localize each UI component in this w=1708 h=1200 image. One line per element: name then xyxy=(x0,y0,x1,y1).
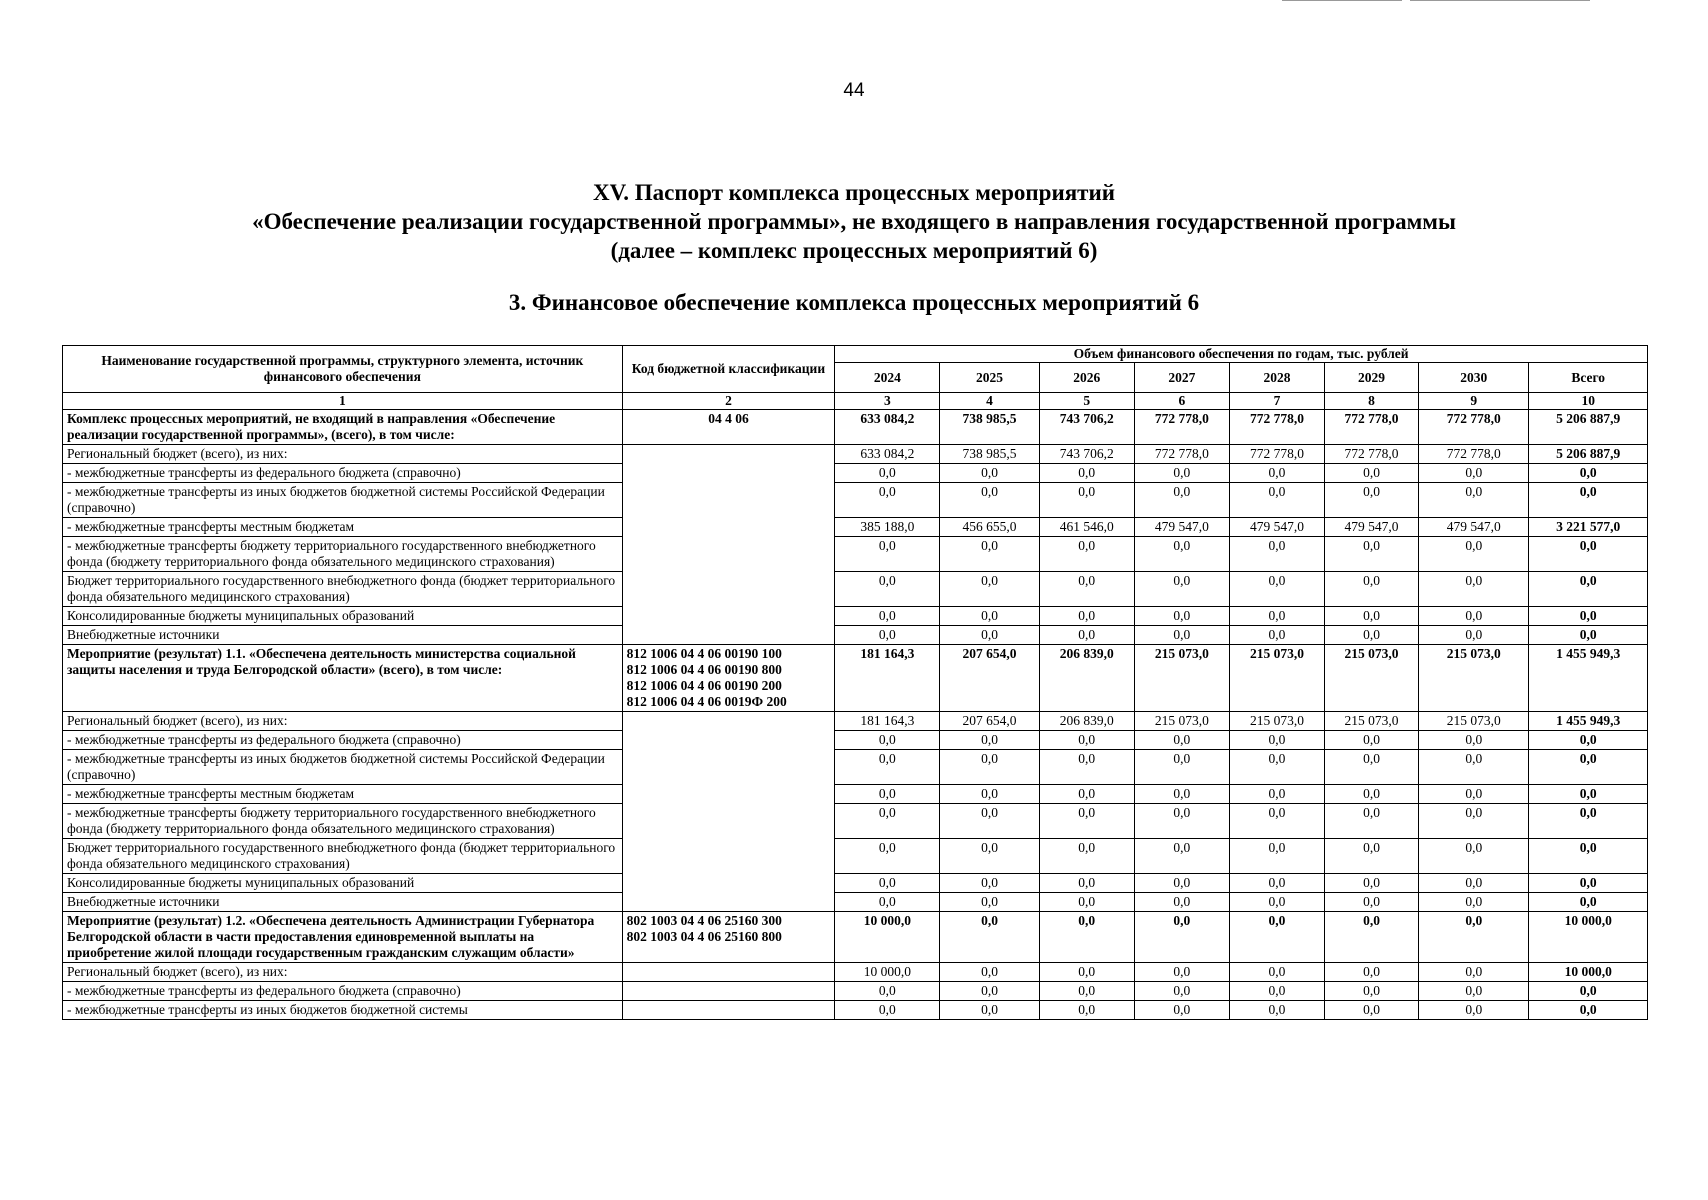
year-value-cell: 0,0 xyxy=(1229,839,1324,874)
year-value-cell: 0,0 xyxy=(1039,785,1134,804)
year-value-cell: 0,0 xyxy=(835,785,940,804)
column-number: 10 xyxy=(1529,393,1648,410)
header-code-col: Код бюджетной классификации xyxy=(622,346,835,393)
heading-line-3: (далее – комплекс процессных мероприятий 6) xyxy=(610,238,1098,263)
table-row xyxy=(63,785,1648,804)
year-value-cell: 207 654,0 xyxy=(940,712,1039,731)
year-value-cell: 0,0 xyxy=(940,626,1039,645)
year-value-cell: 743 706,2 xyxy=(1039,445,1134,464)
year-value-cell: 0,0 xyxy=(1325,839,1419,874)
column-number: 2 xyxy=(622,393,835,410)
year-value-cell: 0,0 xyxy=(835,804,940,839)
year-value-cell: 10 000,0 xyxy=(835,912,940,963)
column-number: 6 xyxy=(1134,393,1229,410)
total-value-cell: 0,0 xyxy=(1529,893,1648,912)
table-row xyxy=(63,731,1648,750)
year-value-cell: 0,0 xyxy=(835,607,940,626)
budget-code-cell xyxy=(622,645,835,712)
total-value-cell: 10 000,0 xyxy=(1529,912,1648,963)
year-value-cell: 215 073,0 xyxy=(1419,712,1529,731)
column-number: 8 xyxy=(1325,393,1419,410)
table-row xyxy=(63,645,1648,712)
year-value-cell: 772 778,0 xyxy=(1419,445,1529,464)
document-heading xyxy=(0,178,1708,265)
total-value-cell: 1 455 949,3 xyxy=(1529,712,1648,731)
header-name-col: Наименование государственной программы, структурного элемента, источник финансового обеспечения xyxy=(63,346,623,393)
header-year: 2025 xyxy=(940,363,1039,393)
year-value-cell: 0,0 xyxy=(1229,804,1324,839)
year-value-cell: 0,0 xyxy=(1229,874,1324,893)
heading-line-2: «Обеспечение реализации государственной программы», не входящего в направления государственной программы xyxy=(252,209,1456,234)
total-value-cell: 5 206 887,9 xyxy=(1529,445,1648,464)
year-value-cell: 0,0 xyxy=(1419,464,1529,483)
year-value-cell: 738 985,5 xyxy=(940,410,1039,445)
column-numbers-row xyxy=(63,393,1648,410)
year-value-cell: 0,0 xyxy=(1039,626,1134,645)
budget-code-cell xyxy=(622,1001,835,1020)
year-value-cell: 0,0 xyxy=(1134,537,1229,572)
year-value-cell: 0,0 xyxy=(1134,893,1229,912)
year-value-cell: 0,0 xyxy=(1325,1001,1419,1020)
header-year: 2026 xyxy=(1039,363,1134,393)
scan-artifact-line xyxy=(1282,0,1402,1)
year-value-cell: 0,0 xyxy=(1325,982,1419,1001)
year-value-cell: 0,0 xyxy=(940,731,1039,750)
year-value-cell: 0,0 xyxy=(1325,572,1419,607)
table-row xyxy=(63,483,1648,518)
year-value-cell: 0,0 xyxy=(1325,804,1419,839)
year-value-cell: 0,0 xyxy=(1039,483,1134,518)
year-value-cell: 0,0 xyxy=(835,626,940,645)
budget-code-cell xyxy=(622,963,835,982)
year-value-cell: 0,0 xyxy=(1419,607,1529,626)
year-value-cell: 181 164,3 xyxy=(835,645,940,712)
year-value-cell: 0,0 xyxy=(1134,839,1229,874)
year-value-cell: 0,0 xyxy=(1134,912,1229,963)
total-value-cell: 0,0 xyxy=(1529,804,1648,839)
total-value-cell: 1 455 949,3 xyxy=(1529,645,1648,712)
row-name-cell: - межбюджетные трансферты из федерального бюджета (справочно) xyxy=(63,731,623,750)
row-name-cell: Региональный бюджет (всего), из них: xyxy=(63,963,623,982)
table-row xyxy=(63,607,1648,626)
table-row xyxy=(63,572,1648,607)
table-row xyxy=(63,750,1648,785)
year-value-cell: 772 778,0 xyxy=(1134,410,1229,445)
year-value-cell: 0,0 xyxy=(1229,912,1324,963)
header-year: 2029 xyxy=(1325,363,1419,393)
year-value-cell: 0,0 xyxy=(1134,963,1229,982)
budget-code: 812 1006 04 4 06 0019Ф 200 xyxy=(626,694,787,709)
year-value-cell: 0,0 xyxy=(1325,893,1419,912)
table-row xyxy=(63,963,1648,982)
year-value-cell: 0,0 xyxy=(1419,483,1529,518)
year-value-cell: 0,0 xyxy=(1229,607,1324,626)
year-value-cell: 0,0 xyxy=(1325,912,1419,963)
total-value-cell: 0,0 xyxy=(1529,572,1648,607)
total-value-cell: 0,0 xyxy=(1529,874,1648,893)
financing-table xyxy=(62,345,1648,1020)
budget-code: 812 1006 04 4 06 00190 100 xyxy=(626,646,782,661)
total-value-cell: 0,0 xyxy=(1529,982,1648,1001)
year-value-cell: 0,0 xyxy=(1039,731,1134,750)
year-value-cell: 0,0 xyxy=(1229,626,1324,645)
column-number: 1 xyxy=(63,393,623,410)
header-year: 2028 xyxy=(1229,363,1324,393)
table-row xyxy=(63,893,1648,912)
table-row xyxy=(63,982,1648,1001)
year-value-cell: 0,0 xyxy=(1419,785,1529,804)
budget-code: 802 1003 04 4 06 25160 800 xyxy=(626,929,782,944)
budget-code-cell xyxy=(622,982,835,1001)
year-value-cell: 0,0 xyxy=(835,731,940,750)
row-name-cell: Мероприятие (результат) 1.1. «Обеспечена деятельность министерства социальной защиты населения и труда Белгородской области» (всего), в том числе: xyxy=(63,645,623,712)
header-year: 2030 xyxy=(1419,363,1529,393)
year-value-cell: 0,0 xyxy=(940,874,1039,893)
year-value-cell: 0,0 xyxy=(835,874,940,893)
column-number: 4 xyxy=(940,393,1039,410)
year-value-cell: 772 778,0 xyxy=(1419,410,1529,445)
year-value-cell: 0,0 xyxy=(1419,912,1529,963)
year-value-cell: 0,0 xyxy=(1134,874,1229,893)
year-value-cell: 0,0 xyxy=(1039,464,1134,483)
year-value-cell: 0,0 xyxy=(940,537,1039,572)
year-value-cell: 0,0 xyxy=(1134,464,1229,483)
year-value-cell: 0,0 xyxy=(1419,982,1529,1001)
year-value-cell: 0,0 xyxy=(1039,804,1134,839)
budget-code-cell xyxy=(622,912,835,963)
row-name-cell: Бюджет территориального государственного внебюджетного фонда (бюджет территориального фонда обязательного медицинского страхования) xyxy=(63,572,623,607)
row-name-cell: - межбюджетные трансферты местным бюджетам xyxy=(63,785,623,804)
header-volume-col: Объем финансового обеспечения по годам, тыс. рублей xyxy=(835,346,1648,363)
row-name-cell: Бюджет территориального государственного внебюджетного фонда (бюджет территориального фонда обязательного медицинского страхования) xyxy=(63,839,623,874)
row-name-cell: Консолидированные бюджеты муниципальных образований xyxy=(63,874,623,893)
row-name-cell: - межбюджетные трансферты бюджету территориального государственного внебюджетного фонда (бюджету территориального фонда обязательного медицинского страхования) xyxy=(63,537,623,572)
table-row xyxy=(63,410,1648,445)
table-row xyxy=(63,464,1648,483)
budget-code-cell xyxy=(622,410,835,445)
year-value-cell: 0,0 xyxy=(835,537,940,572)
header-year: 2027 xyxy=(1134,363,1229,393)
year-value-cell: 0,0 xyxy=(1325,626,1419,645)
year-value-cell: 206 839,0 xyxy=(1039,712,1134,731)
year-value-cell: 0,0 xyxy=(1039,963,1134,982)
year-value-cell: 0,0 xyxy=(1039,839,1134,874)
row-name-cell: Мероприятие (результат) 1.2. «Обеспечена деятельность Администрации Губернатора Белгородской области в части предоставления единовременной выплаты на приобретение жилой площади государственным гражданским служащим области» xyxy=(63,912,623,963)
year-value-cell: 633 084,2 xyxy=(835,445,940,464)
row-name-cell: Комплекс процессных мероприятий, не входящий в направления «Обеспечение реализации государственной программы», (всего), в том числе: xyxy=(63,410,623,445)
year-value-cell: 0,0 xyxy=(1229,464,1324,483)
row-name-cell: - межбюджетные трансферты из иных бюджетов бюджетной системы Российской Федерации (справочно) xyxy=(63,483,623,518)
column-number: 9 xyxy=(1419,393,1529,410)
year-value-cell: 772 778,0 xyxy=(1325,410,1419,445)
year-value-cell: 456 655,0 xyxy=(940,518,1039,537)
table-row xyxy=(63,626,1648,645)
year-value-cell: 0,0 xyxy=(1325,750,1419,785)
year-value-cell: 10 000,0 xyxy=(835,963,940,982)
year-value-cell: 0,0 xyxy=(940,982,1039,1001)
year-value-cell: 0,0 xyxy=(940,839,1039,874)
year-value-cell: 0,0 xyxy=(835,839,940,874)
year-value-cell: 207 654,0 xyxy=(940,645,1039,712)
year-value-cell: 215 073,0 xyxy=(1325,645,1419,712)
year-value-cell: 0,0 xyxy=(1325,464,1419,483)
header-year: 2024 xyxy=(835,363,940,393)
row-name-cell: - межбюджетные трансферты из федерального бюджета (справочно) xyxy=(63,982,623,1001)
year-value-cell: 0,0 xyxy=(1134,731,1229,750)
year-value-cell: 0,0 xyxy=(1229,785,1324,804)
year-value-cell: 0,0 xyxy=(835,572,940,607)
table-row xyxy=(63,537,1648,572)
table-row xyxy=(63,804,1648,839)
year-value-cell: 0,0 xyxy=(1325,731,1419,750)
total-value-cell: 0,0 xyxy=(1529,537,1648,572)
year-value-cell: 0,0 xyxy=(1134,785,1229,804)
year-value-cell: 0,0 xyxy=(1229,893,1324,912)
year-value-cell: 461 546,0 xyxy=(1039,518,1134,537)
year-value-cell: 0,0 xyxy=(940,785,1039,804)
year-value-cell: 743 706,2 xyxy=(1039,410,1134,445)
year-value-cell: 0,0 xyxy=(1229,963,1324,982)
year-value-cell: 772 778,0 xyxy=(1325,445,1419,464)
year-value-cell: 0,0 xyxy=(940,750,1039,785)
row-name-cell: Региональный бюджет (всего), из них: xyxy=(63,712,623,731)
year-value-cell: 0,0 xyxy=(1039,982,1134,1001)
year-value-cell: 0,0 xyxy=(1039,893,1134,912)
year-value-cell: 479 547,0 xyxy=(1134,518,1229,537)
row-name-cell: - межбюджетные трансферты из иных бюджетов бюджетной системы xyxy=(63,1001,623,1020)
year-value-cell: 772 778,0 xyxy=(1134,445,1229,464)
row-name-cell: - межбюджетные трансферты из федерального бюджета (справочно) xyxy=(63,464,623,483)
year-value-cell: 206 839,0 xyxy=(1039,645,1134,712)
total-value-cell: 3 221 577,0 xyxy=(1529,518,1648,537)
total-value-cell: 0,0 xyxy=(1529,626,1648,645)
budget-code: 04 4 06 xyxy=(708,411,749,426)
year-value-cell: 215 073,0 xyxy=(1134,712,1229,731)
year-value-cell: 0,0 xyxy=(1134,572,1229,607)
year-value-cell: 0,0 xyxy=(835,464,940,483)
total-value-cell: 0,0 xyxy=(1529,464,1648,483)
year-value-cell: 0,0 xyxy=(1039,607,1134,626)
total-value-cell: 5 206 887,9 xyxy=(1529,410,1648,445)
table-row xyxy=(63,839,1648,874)
year-value-cell: 0,0 xyxy=(1039,750,1134,785)
year-value-cell: 633 084,2 xyxy=(835,410,940,445)
header-total: Всего xyxy=(1529,363,1648,393)
year-value-cell: 0,0 xyxy=(940,893,1039,912)
year-value-cell: 0,0 xyxy=(1419,839,1529,874)
year-value-cell: 0,0 xyxy=(1134,1001,1229,1020)
year-value-cell: 0,0 xyxy=(835,1001,940,1020)
total-value-cell: 0,0 xyxy=(1529,839,1648,874)
heading-line-1: XV. Паспорт комплекса процессных мероприятий xyxy=(593,180,1115,205)
row-name-cell: Внебюджетные источники xyxy=(63,626,623,645)
table-body xyxy=(63,393,1648,1020)
total-value-cell: 10 000,0 xyxy=(1529,963,1648,982)
year-value-cell: 0,0 xyxy=(1419,750,1529,785)
year-value-cell: 0,0 xyxy=(1134,804,1229,839)
year-value-cell: 0,0 xyxy=(1229,1001,1324,1020)
page-number: 44 xyxy=(843,80,865,101)
table-row xyxy=(63,874,1648,893)
total-value-cell: 0,0 xyxy=(1529,1001,1648,1020)
year-value-cell: 0,0 xyxy=(1419,537,1529,572)
year-value-cell: 479 547,0 xyxy=(1325,518,1419,537)
year-value-cell: 0,0 xyxy=(1419,963,1529,982)
table-row xyxy=(63,445,1648,464)
total-value-cell: 0,0 xyxy=(1529,750,1648,785)
year-value-cell: 0,0 xyxy=(835,750,940,785)
budget-code: 802 1003 04 4 06 25160 300 xyxy=(626,913,782,928)
year-value-cell: 0,0 xyxy=(1229,483,1324,518)
budget-code: 812 1006 04 4 06 00190 200 xyxy=(626,678,782,693)
year-value-cell: 0,0 xyxy=(1325,963,1419,982)
table-row xyxy=(63,518,1648,537)
year-value-cell: 0,0 xyxy=(1039,912,1134,963)
year-value-cell: 0,0 xyxy=(940,464,1039,483)
table-header-row xyxy=(63,346,1648,363)
year-value-cell: 0,0 xyxy=(940,963,1039,982)
year-value-cell: 772 778,0 xyxy=(1229,410,1324,445)
year-value-cell: 479 547,0 xyxy=(1229,518,1324,537)
year-value-cell: 0,0 xyxy=(1229,750,1324,785)
year-value-cell: 0,0 xyxy=(1419,1001,1529,1020)
table-row xyxy=(63,912,1648,963)
year-value-cell: 0,0 xyxy=(1039,874,1134,893)
year-value-cell: 0,0 xyxy=(1419,626,1529,645)
year-value-cell: 0,0 xyxy=(835,483,940,518)
year-value-cell: 0,0 xyxy=(1134,483,1229,518)
year-value-cell: 0,0 xyxy=(1229,537,1324,572)
year-value-cell: 215 073,0 xyxy=(1419,645,1529,712)
year-value-cell: 0,0 xyxy=(1419,731,1529,750)
year-value-cell: 215 073,0 xyxy=(1325,712,1419,731)
year-value-cell: 0,0 xyxy=(1419,804,1529,839)
row-name-cell: - межбюджетные трансферты местным бюджетам xyxy=(63,518,623,537)
year-value-cell: 0,0 xyxy=(1325,483,1419,518)
row-name-cell: - межбюджетные трансферты бюджету территориального государственного внебюджетного фонда (бюджету территориального фонда обязательного медицинского страхования) xyxy=(63,804,623,839)
year-value-cell: 0,0 xyxy=(940,572,1039,607)
year-value-cell: 0,0 xyxy=(940,1001,1039,1020)
total-value-cell: 0,0 xyxy=(1529,731,1648,750)
year-value-cell: 0,0 xyxy=(940,912,1039,963)
column-number: 7 xyxy=(1229,393,1324,410)
year-value-cell: 0,0 xyxy=(1229,572,1324,607)
year-value-cell: 0,0 xyxy=(1229,731,1324,750)
budget-code-cell xyxy=(622,712,835,912)
year-value-cell: 0,0 xyxy=(940,804,1039,839)
year-value-cell: 0,0 xyxy=(1134,607,1229,626)
year-value-cell: 0,0 xyxy=(1134,626,1229,645)
year-value-cell: 0,0 xyxy=(1325,874,1419,893)
year-value-cell: 0,0 xyxy=(1419,572,1529,607)
row-name-cell: Региональный бюджет (всего), из них: xyxy=(63,445,623,464)
year-value-cell: 0,0 xyxy=(1039,572,1134,607)
year-value-cell: 0,0 xyxy=(1229,982,1324,1001)
year-value-cell: 215 073,0 xyxy=(1229,712,1324,731)
scan-artifact-line xyxy=(1410,0,1590,1)
budget-code-cell xyxy=(622,445,835,645)
year-value-cell: 772 778,0 xyxy=(1229,445,1324,464)
year-value-cell: 385 188,0 xyxy=(835,518,940,537)
total-value-cell: 0,0 xyxy=(1529,607,1648,626)
total-value-cell: 0,0 xyxy=(1529,785,1648,804)
year-value-cell: 0,0 xyxy=(1134,750,1229,785)
budget-code: 812 1006 04 4 06 00190 800 xyxy=(626,662,782,677)
section-subheading: 3. Финансовое обеспечение комплекса процессных мероприятий 6 xyxy=(508,290,1200,315)
year-value-cell: 0,0 xyxy=(1039,537,1134,572)
column-number: 3 xyxy=(835,393,940,410)
total-value-cell: 0,0 xyxy=(1529,483,1648,518)
year-value-cell: 0,0 xyxy=(835,982,940,1001)
year-value-cell: 0,0 xyxy=(1039,1001,1134,1020)
row-name-cell: Консолидированные бюджеты муниципальных образований xyxy=(63,607,623,626)
year-value-cell: 0,0 xyxy=(1325,607,1419,626)
year-value-cell: 0,0 xyxy=(940,607,1039,626)
year-value-cell: 479 547,0 xyxy=(1419,518,1529,537)
row-name-cell: - межбюджетные трансферты из иных бюджетов бюджетной системы Российской Федерации (справочно) xyxy=(63,750,623,785)
year-value-cell: 0,0 xyxy=(1325,785,1419,804)
year-value-cell: 181 164,3 xyxy=(835,712,940,731)
year-value-cell: 215 073,0 xyxy=(1134,645,1229,712)
year-value-cell: 0,0 xyxy=(1134,982,1229,1001)
year-value-cell: 0,0 xyxy=(1325,537,1419,572)
year-value-cell: 0,0 xyxy=(1419,893,1529,912)
year-value-cell: 0,0 xyxy=(835,893,940,912)
year-value-cell: 215 073,0 xyxy=(1229,645,1324,712)
year-value-cell: 0,0 xyxy=(1419,874,1529,893)
row-name-cell: Внебюджетные источники xyxy=(63,893,623,912)
year-value-cell: 0,0 xyxy=(940,483,1039,518)
column-number: 5 xyxy=(1039,393,1134,410)
table-row xyxy=(63,712,1648,731)
table-row xyxy=(63,1001,1648,1020)
year-value-cell: 738 985,5 xyxy=(940,445,1039,464)
